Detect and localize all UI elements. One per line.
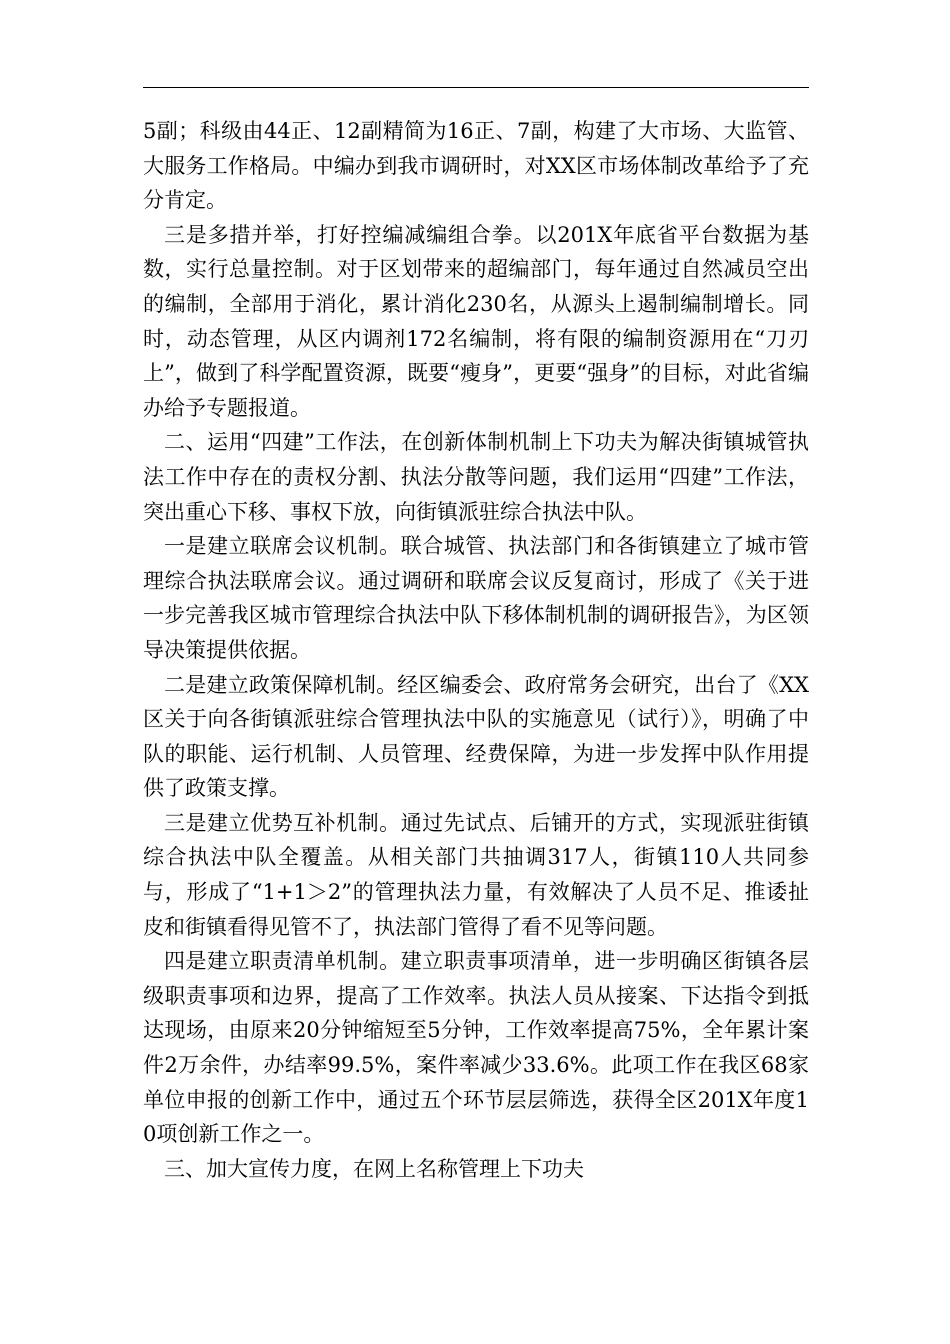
- paragraph: 5副；科级由44正、12副精简为16正、7副，构建了大市场、大监管、大服务工作格局。中编办到我市调研时，对XX区市场体制改革给予了充分肯定。: [143, 119, 809, 213]
- paragraph: 二是建立政策保障机制。经区编委会、政府常务会研究，出台了《XX区关于向各街镇派驻综合管理执法中队的实施意见（试行）》，明确了中队的职能、运行机制、人员管理、经费保障，为进一步发挥中队作用提供了政策支撑。: [143, 672, 809, 801]
- paragraph: 四是建立职责清单机制。建立职责事项清单，进一步明确区街镇各层级职责事项和边界，提高了工作效率。执法人员从接案、下达指令到抵达现场，由原来20分钟缩短至5分钟，工作效率提高75%，全年累计案件2万余件，办结率99.5%，案件率减少33.6%。此项工作在我区68家单位申报的创新工作中，通过五个环节层层筛选，获得全区201X年度10项创新工作之一。: [143, 949, 809, 1147]
- paragraph: 三是多措并举，打好控编减编组合拳。以201X年底省平台数据为基数，实行总量控制。对于区划带来的超编部门，每年通过自然减员空出的编制，全部用于消化，累计消化230名，从源头上遏制编制增长。同时，动态管理，从区内调剂172名编制，将有限的编制资源用在“刀刃上”，做到了科学配置资源，既要“瘦身”，更要“强身”的目标，对此省编办给予专题报道。: [143, 222, 809, 420]
- paragraph: 三是建立优势互补机制。通过先试点、后铺开的方式，实现派驻街镇综合执法中队全覆盖。从相关部门共抽调317人，街镇110人共同参与，形成了“1+1＞2”的管理执法力量，有效解决了人员不足、推诿扯皮和街镇看得见管不了，执法部门管得了看不见等问题。: [143, 810, 809, 939]
- document-body: [143, 114, 809, 1186]
- section-heading-paragraph: 二、运用“四建”工作法，在创新体制机制上下功夫为解决街镇城管执法工作中存在的责权分割、执法分散等问题，我们运用“四建”工作法，突出重心下移、事权下放，向街镇派驻综合执法中队。: [143, 430, 809, 524]
- section-heading-paragraph: 三、加大宣传力度，在网上名称管理上下功夫: [164, 1156, 584, 1181]
- header-rule: [143, 87, 809, 88]
- paragraph: 一是建立联席会议机制。联合城管、执法部门和各街镇建立了城市管理综合执法联席会议。通过调研和联席会议反复商讨，形成了《关于进一步完善我区城市管理综合执法中队下移体制机制的调研报告》，为区领导决策提供依据。: [143, 534, 809, 662]
